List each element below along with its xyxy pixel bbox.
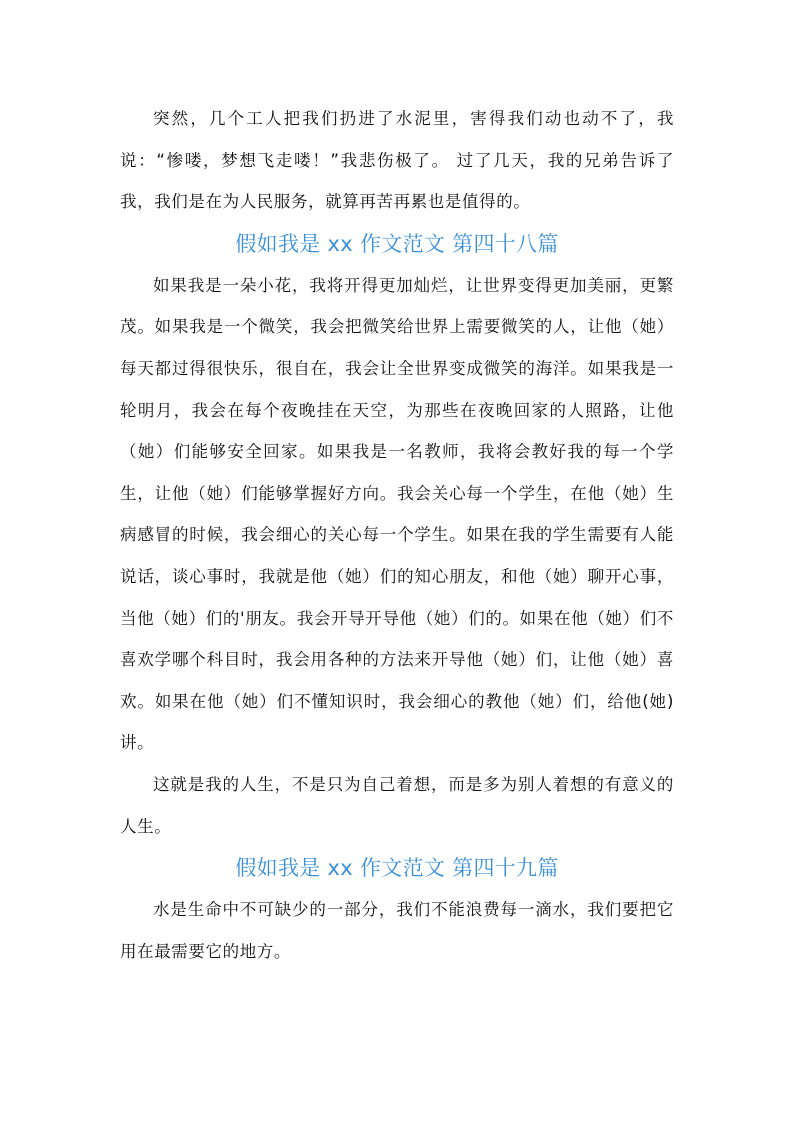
document-page (120, 98, 674, 972)
section-48-paragraph-1: 如果我是一朵小花，我将开得更加灿烂，让世界变得更加美丽，更繁茂。如果我是一个微笑，我会把微笑给世界上需要微笑的人，让他（她）每天都过得很快乐，很自在，我会让全世界变成微笑的海洋。如果我是一轮明月，我会在每个夜晚挂在天空，为那些在夜晚回家的人照路，让他（她）们能够安全回家。如果我是一名教师，我将会教好我的每一个学生，让他（她）们能够掌握好方向。我会关心每一个学生，在他（她）生病感冒的时候，我会细心的关心每一个学生。如果在我的学生需要有人能说话，谈心事时，我就是他（她）们的知心朋友，和他（她）聊开心事，当他（她）们的'朋友。我会开导开导他（她）们的。如果在他（她）们不喜欢学哪个科目时，我会用各种的方法来开导他（她）们，让他（她）喜欢。如果在他（她）们不懂知识时，我会细心的教他（她）们，给他(她)讲。 (120, 275, 674, 753)
section-heading-49: 假如我是 xx 作文范文 第四十九篇 (235, 856, 559, 881)
section-heading-48: 假如我是 xx 作文范文 第四十八篇 (235, 231, 559, 256)
section-48-paragraph-2: 这就是我的人生，不是只为自己着想，而是多为别人着想的有意义的人生。 (120, 774, 674, 836)
section-49-paragraph-1: 水是生命中不可缺少的一部分，我们不能浪费每一滴水，我们要把它用在最需要它的地方。 (120, 900, 674, 961)
intro-paragraph: 突然，几个工人把我们扔进了水泥里，害得我们动也动不了，我说：“惨喽，梦想飞走喽！”我悲伤极了。 过了几天，我的兄弟告诉了我，我们是在为人民服务，就算再苦再累也是值得的。 (120, 109, 674, 212)
